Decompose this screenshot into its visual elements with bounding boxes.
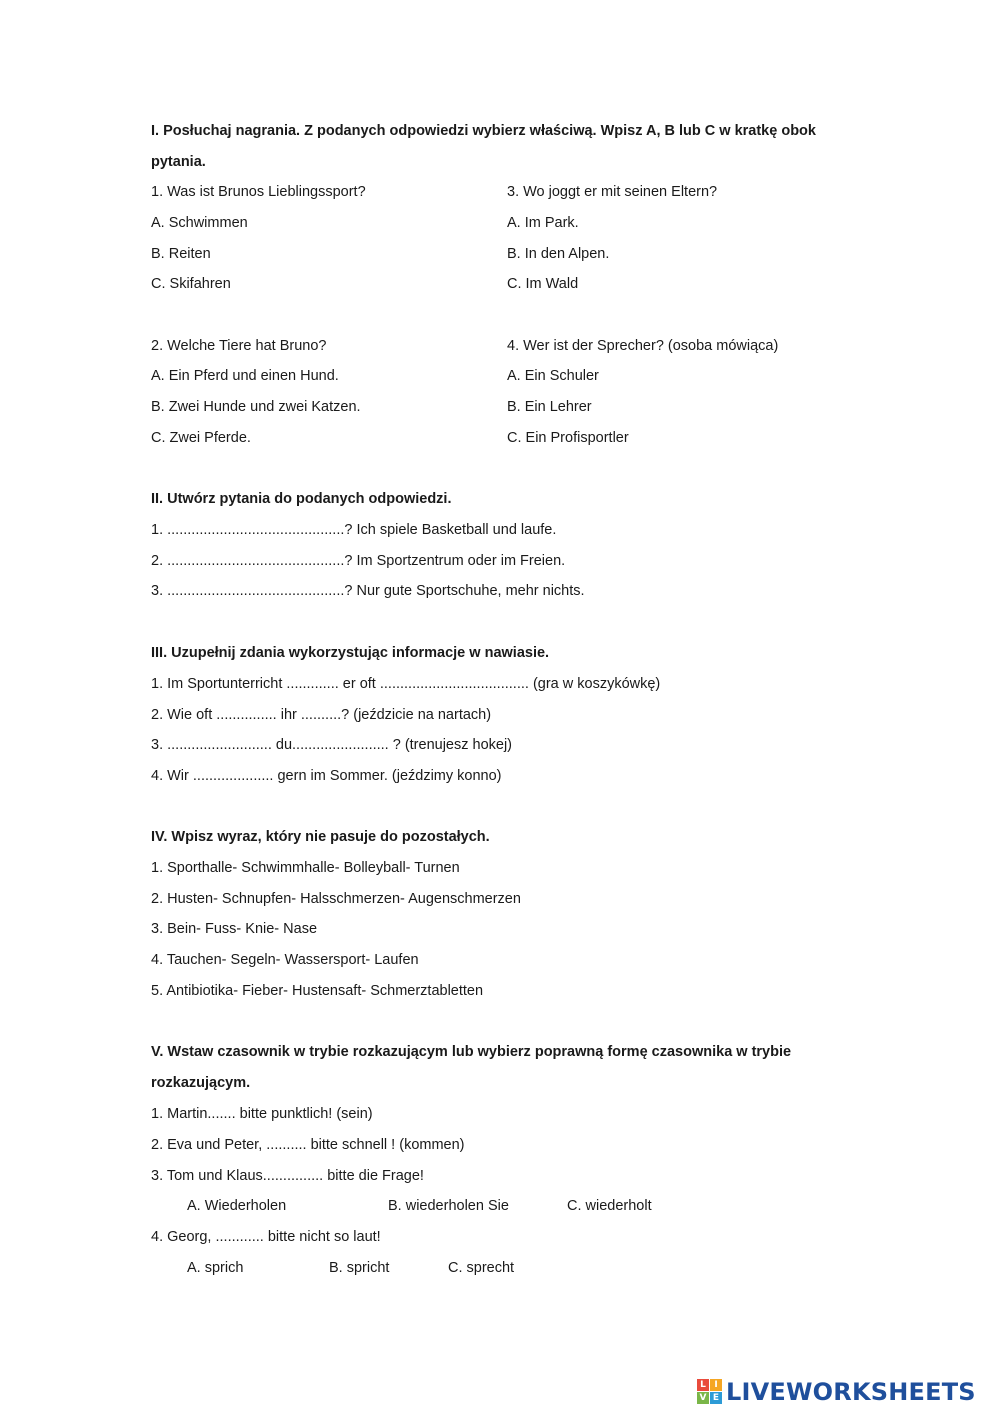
q2-option-a: A. Ein Pferd und einen Hund. (151, 368, 339, 384)
section4-title: IV. Wpisz wyraz, który nie pasuje do pozostałych. (151, 829, 490, 845)
section4-item: 1. Sporthalle- Schwimmhalle- Bolleyball- Turnen (151, 860, 460, 876)
item3-option-c: C. wiederholt (567, 1198, 652, 1214)
section3-item: 1. Im Sportunterricht ............. er oft ..................................... (gra w koszykówkę) (151, 676, 661, 692)
q4-question: 4. Wer ist der Sprecher? (osoba mówiąca) (507, 338, 779, 354)
q1-option-a: A. Schwimmen (151, 215, 248, 231)
section4-item: 5. Antibiotika- Fieber- Hustensaft- Schmerztabletten (151, 983, 484, 999)
q3-option-a: A. Im Park. (507, 215, 579, 231)
logo-block-e: E (710, 1392, 722, 1404)
q3-option-c: C. Im Wald (507, 276, 579, 292)
section4-item: 4. Tauchen- Segeln- Wassersport- Laufen (151, 952, 419, 968)
section2-item: 2. ............................................? Im Sportzentrum oder im Freien. (151, 553, 566, 569)
item3-option-b: B. wiederholen Sie (388, 1198, 509, 1214)
item4-option-c: C. sprecht (448, 1260, 515, 1276)
item4-option-a: A. sprich (187, 1260, 244, 1276)
section3-item: 4. Wir .................... gern im Sommer. (jeździmy konno) (151, 768, 502, 784)
q2-option-c: C. Zwei Pferde. (151, 430, 251, 446)
logo-block-v: V (697, 1392, 709, 1404)
logo-block-i: I (710, 1379, 722, 1391)
section2-title: II. Utwórz pytania do podanych odpowiedzi. (151, 491, 452, 507)
section4-item: 2. Husten- Schnupfen- Halsschmerzen- Augenschmerzen (151, 891, 521, 907)
q2-question: 2. Welche Tiere hat Bruno? (151, 338, 327, 354)
section2-item: 3. ............................................? Nur gute Sportschuhe, mehr nichts. (151, 583, 585, 599)
q4-option-a: A. Ein Schuler (507, 368, 599, 384)
section5-item-2: 2. Eva und Peter, .......... bitte schnell ! (kommen) (151, 1137, 465, 1153)
section5-item-1: 1. Martin....... bitte punktlich! (sein) (151, 1106, 373, 1122)
q3-question: 3. Wo joggt er mit seinen Eltern? (507, 184, 718, 200)
q2-option-b: B. Zwei Hunde und zwei Katzen. (151, 399, 361, 415)
section3-item: 2. Wie oft ............... ihr ..........? (jeździcie na nartach) (151, 707, 492, 723)
section3-title: III. Uzupełnij zdania wykorzystując informacje w nawiasie. (151, 645, 550, 661)
q1-question: 1. Was ist Brunos Lieblingssport? (151, 184, 366, 200)
section5-title: V. Wstaw czasownik w trybie rozkazującym lub wybierz poprawną formę czasownika w trybie (151, 1044, 792, 1060)
section3-item: 3. .......................... du........................ ? (trenujesz hokej) (151, 737, 513, 753)
logo-text: LIVEWORKSHEETS (726, 1378, 976, 1406)
item3-option-a: A. Wiederholen (187, 1198, 287, 1214)
logo-blocks-icon (697, 1379, 723, 1405)
section5-item-4: 4. Georg, ............ bitte nicht so laut! (151, 1229, 381, 1245)
q1-option-b: B. Reiten (151, 246, 211, 262)
section2-item: 1. ............................................? Ich spiele Basketball und laufe. (151, 522, 557, 538)
q3-option-b: B. In den Alpen. (507, 246, 610, 262)
section4-item: 3. Bein- Fuss- Knie- Nase (151, 921, 318, 937)
section1-title-cont: pytania. (151, 154, 206, 170)
section5-title-cont: rozkazującym. (151, 1075, 251, 1091)
q1-option-c: C. Skifahren (151, 276, 231, 292)
q4-option-c: C. Ein Profisportler (507, 430, 629, 446)
section1-title: I. Posłuchaj nagrania. Z podanych odpowiedzi wybierz właściwą. Wpisz A, B lub C w kratkę obok (151, 123, 816, 139)
q4-option-b: B. Ein Lehrer (507, 399, 592, 415)
section5-item-3: 3. Tom und Klaus............... bitte die Frage! (151, 1168, 424, 1184)
logo-block-l: L (697, 1379, 709, 1391)
liveworksheets-logo[interactable] (697, 1378, 976, 1406)
item4-option-b: B. spricht (329, 1260, 390, 1276)
